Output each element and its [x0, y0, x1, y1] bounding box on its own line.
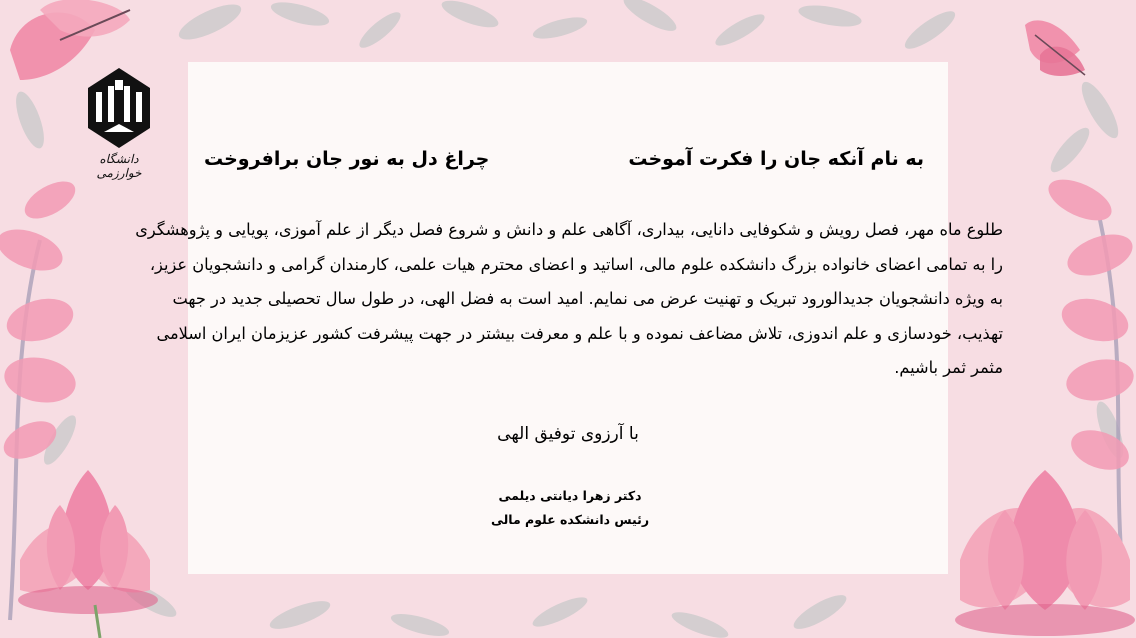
lotus-flower-decoration	[18, 470, 158, 638]
message-body: طلوع ماه مهر، فصل رویش و شکوفایی دانایی، بیداری، آگاهی علم و دانش و شروع فصل دیگر از علم آموزی، پویایی و پژوهشگری را به تمامی اعضای خانواده بزرگ دانشکده علوم مالی، اساتید و اعضای محترم هیات علمی، کارمندان گرامی و دانشجویان عزیز، به ویژه دانشجویان جدیدالورود تبریک و تهنیت عرض می نمایم. امید است به فضل الهی، در طول سال تحصیلی جدید در جهت تهذیب، خودسازی و علم اندوزی، تلاش مضاعف نموده و با علم و معرفت بیشتر در جهت پیشرفت کشور عزیزمان ایران اسلامی مثمر ثمر باشیم.	[135, 220, 1003, 377]
butterfly-decoration	[1025, 20, 1085, 76]
signature-title: رئیس دانشکده علوم مالی	[490, 512, 650, 527]
lotus-flower-decoration	[955, 470, 1135, 636]
closing-line: با آرزوی توفیق الهی	[497, 424, 639, 444]
signature-name: دکتر زهرا دیانتی دیلمی	[498, 488, 642, 503]
verse-right: به نام آنکه جان را فکرت آموخت	[628, 148, 924, 170]
logo-emblem-icon	[84, 66, 154, 156]
university-name: دانشگاه خوارزمی	[96, 152, 142, 180]
verse-left: چراغ دل به نور جان برافروخت	[204, 148, 490, 170]
